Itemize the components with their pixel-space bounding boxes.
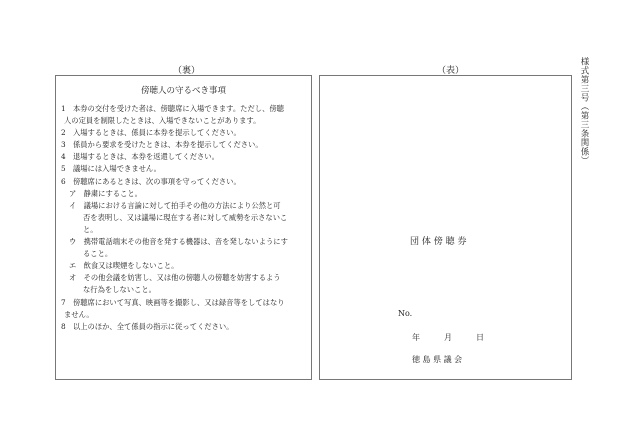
rule-line: イ 議場における言論に対して拍手その他の方法により公然と可 xyxy=(69,200,281,210)
front-header: （表） xyxy=(437,66,465,76)
rule-line: 3 係員から要求を受けたときは、本券を提示してください。 xyxy=(61,140,263,150)
rule-line: と。 xyxy=(83,224,98,234)
rule-line: ウ 携帯電話端末その他音を発する機器は、音を発しないようにす xyxy=(69,237,288,247)
rule-line: 8 以上のほか、全て係員の指示に従ってください。 xyxy=(61,321,234,331)
issuer: 徳 島 県 議 会 xyxy=(412,355,463,364)
issue-date: 年 月 日 xyxy=(412,333,484,342)
rules-title: 傍聴人の守るべき事項 xyxy=(140,86,226,96)
ticket-number-label: No. xyxy=(398,309,413,318)
rule-line: ること。 xyxy=(83,249,113,259)
rules-list xyxy=(61,103,307,333)
rule-line: 5 議場には入場できません。 xyxy=(61,164,161,174)
front-side-panel xyxy=(319,75,572,380)
form-label: 様式第三号（第三条関係） xyxy=(579,57,589,165)
back-side-panel xyxy=(55,75,312,380)
back-header: （裏） xyxy=(173,66,201,76)
rule-line: 2 入場するときは、係員に本券を提示してください。 xyxy=(61,128,241,138)
rule-line: 4 退場するときは、本券を返還してください。 xyxy=(61,152,219,162)
rule-line: オ その他会議を妨害し、又は他の傍聴人の傍聴を妨害するよう xyxy=(69,273,281,283)
rule-line: エ 飲食又は喫煙をしないこと。 xyxy=(69,261,179,271)
rule-line: ません。 xyxy=(64,309,94,319)
rule-line: 人の定員を制限したときは、入場できないことがあります。 xyxy=(64,116,261,126)
rule-line: ア 静粛にすること。 xyxy=(69,188,142,198)
ticket-title: 団 体 傍 聴 券 xyxy=(410,237,467,247)
rule-line: 7 傍聴席において写真、映画等を撮影し、又は録音等をしてはなり xyxy=(61,297,285,307)
rule-line: 6 傍聴席にあるときは、次の事項を守ってください。 xyxy=(61,176,241,186)
rule-line: 否を表明し、又は議場に現在する者に対して威勢を示さないこ xyxy=(83,212,288,222)
rule-line: 1 本券の交付を受けた者は、傍聴席に入場できます。ただし、傍聴 xyxy=(61,104,284,113)
rule-line: な行為をしないこと。 xyxy=(83,285,156,295)
